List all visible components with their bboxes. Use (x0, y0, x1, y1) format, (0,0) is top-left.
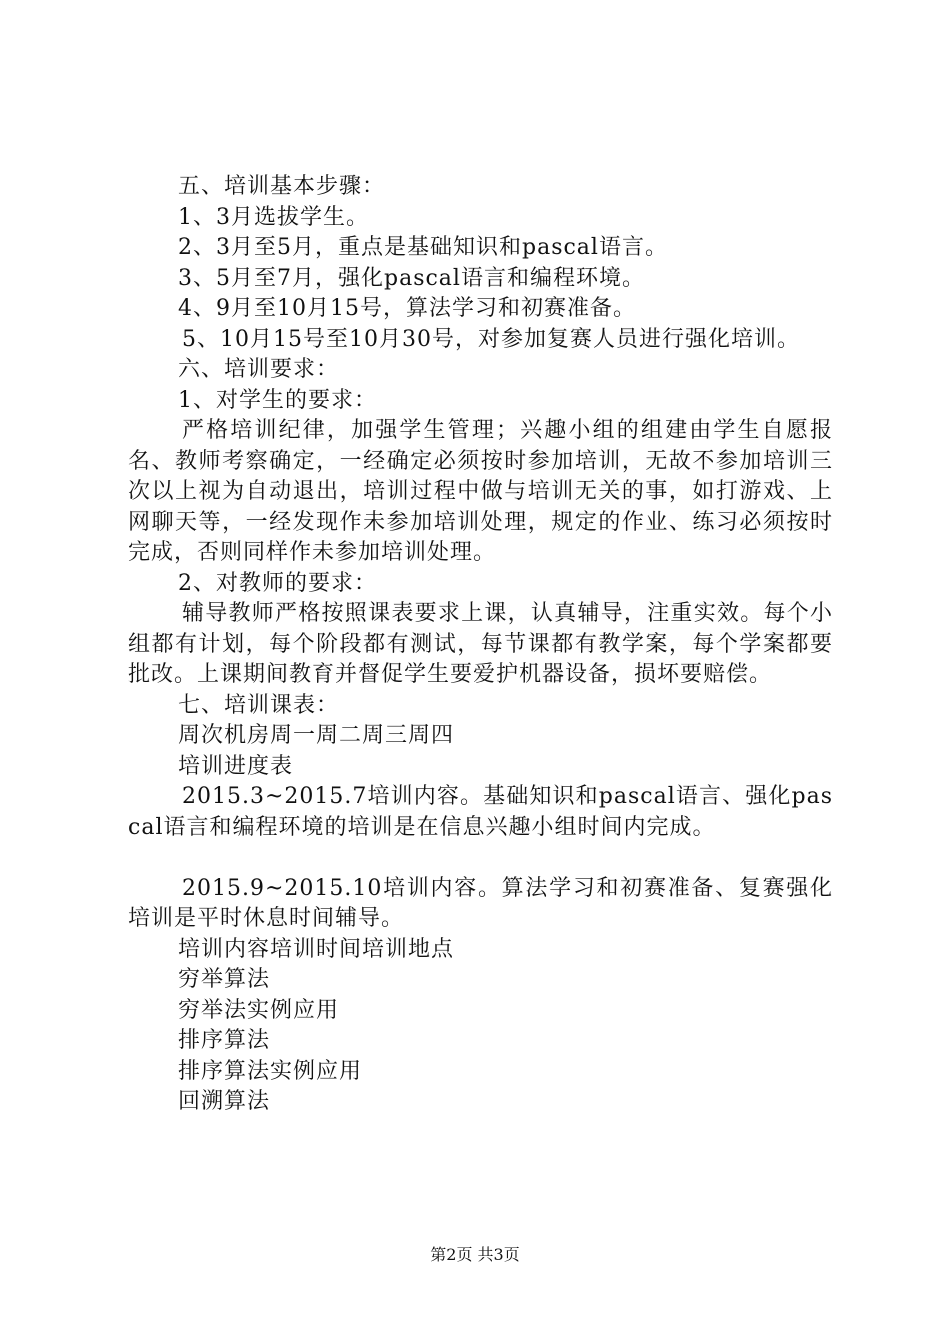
step-1: 1、3月选拔学生。 (178, 204, 369, 230)
step-5: 5、10月15号至10月30号，对参加复赛人员进行强化培训。 (182, 326, 800, 352)
progress-row-2: 2015.9~2015.10培训内容。算法学习和初赛准备、复赛强化培训是平时休息时间辅导。 (128, 875, 833, 931)
topic-item: 排序算法 (178, 1028, 271, 1053)
progress-row-1: 2015.3~2015.7培训内容。基础知识和pascal语言、强化pascal语言和编程环境的培训是在信息兴趣小组时间内完成。 (128, 784, 833, 840)
teacher-requirements-title: 2、对教师的要求： (178, 570, 377, 596)
topic-item: 穷举法实例应用 (178, 997, 340, 1023)
section6-title: 六、培训要求： (178, 357, 340, 382)
teacher-requirements-body: 辅导教师严格按照课表要求上课，认真辅导，注重实效。每个小组都有计划，每个阶段都有测试，每节课都有教学案，每个学案都要批改。上课期间教育并督促学生要爱护机器设备，损坏要赔偿。 (128, 601, 833, 687)
step-4: 4、9月至10月15号，算法学习和初赛准备。 (178, 296, 636, 321)
topic-item: 回溯算法 (178, 1089, 271, 1114)
step-2: 2、3月至5月，重点是基础知识和pascal语言。 (178, 235, 668, 260)
section7-title: 七、培训课表： (178, 692, 340, 718)
step-3: 3、5月至7月，强化pascal语言和编程环境。 (178, 265, 645, 291)
progress-table-title: 培训进度表 (178, 753, 294, 779)
topic-item: 排序算法实例应用 (178, 1058, 363, 1084)
topic-item: 穷举算法 (178, 967, 271, 992)
schedule-header: 周次机房周一周二周三周四 (178, 723, 455, 748)
document-body (128, 172, 833, 1118)
content-table-header: 培训内容培训时间培训地点 (178, 936, 455, 962)
student-requirements-body: 严格培训纪律，加强学生管理；兴趣小组的组建由学生自愿报名、教师考察确定，一经确定必须按时参加培训，无故不参加培训三次以上视为自动退出，培训过程中做与培训无关的事，如打游戏、上网聊天等，一经发现作未参加培训处理，规定的作业、练习必须按时完成，否则同样作未参加培训处理。 (128, 418, 833, 565)
page-number: 第2页 共3页 (430, 1245, 520, 1264)
spacer (128, 843, 833, 874)
section5-title: 五、培训基本步骤： (178, 174, 386, 199)
student-requirements-title: 1、对学生的要求： (178, 387, 377, 413)
